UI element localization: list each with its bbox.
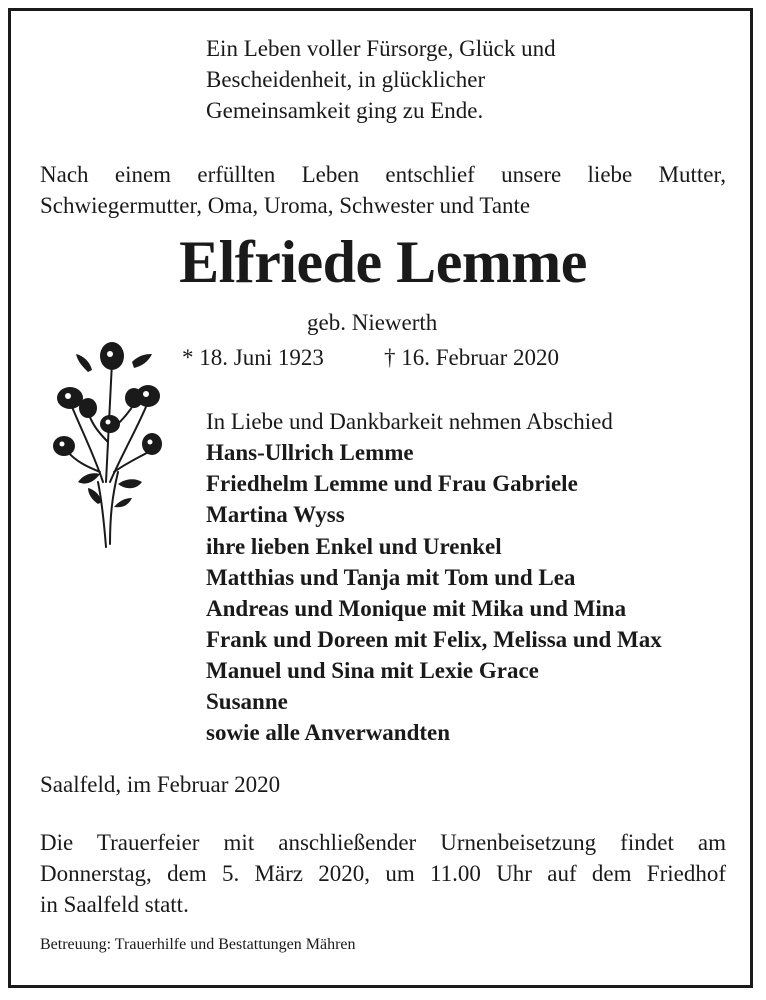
verse-line-3: Gemeinsamkeit ging zu Ende. [206,98,484,123]
mourner-name: Hans-Ullrich Lemme [206,440,414,465]
mourners-intro: In Liebe und Dankbarkeit nehmen Abschied [206,409,613,434]
birth-date: * 18. Juni 1923 [182,345,324,370]
mourner-name: Susanne [206,689,288,714]
mourner-name: Frank und Doreen mit Felix, Melissa und Max [206,627,662,652]
death-date: † 16. Februar 2020 [384,345,560,370]
mourner-name: Andreas und Monique mit Mika und Mina [206,596,627,621]
mourner-name: ihre lieben Enkel und Urenkel [206,534,502,559]
funeral-line-3: in Saalfeld statt. [40,892,189,917]
verse-line-1: Ein Leben voller Fürsorge, Glück und [206,36,556,61]
deceased-name: Elfriede Lemme [179,229,587,295]
verse-line-2: Bescheidenheit, in glücklicher [206,67,486,92]
funeral-line-1: Die Trauerfeier mit anschließender Urnenbeisetzung findet am [40,830,726,855]
funeral-paragraph [40,827,726,920]
intro-line-2: Schwiegermutter, Oma, Uroma, Schwester und Tante [40,193,531,218]
intro-line-1: Nach einem erfüllten Leben entschlief unsere liebe Mutter, [40,162,726,187]
mourner-name: Martina Wyss [206,502,345,527]
mourner-name: sowie alle Anverwandten [206,720,451,745]
mourner-name: Manuel und Sina mit Lexie Grace [206,658,539,683]
rose-bouquet-icon [48,332,168,552]
intro-paragraph [40,159,726,221]
funeral-line-2: Donnerstag, dem 5. März 2020, um 11.00 Uhr auf dem Friedhof [40,861,726,886]
place-date: Saalfeld, im Februar 2020 [40,772,281,797]
undertaker-credit: Betreuung: Trauerhilfe und Bestattungen Mähren [40,936,356,953]
mourner-name: Friedhelm Lemme und Frau Gabriele [206,471,578,496]
mourner-name: Matthias und Tanja mit Tom und Lea [206,565,576,590]
maiden-name: geb. Niewerth [307,310,438,335]
